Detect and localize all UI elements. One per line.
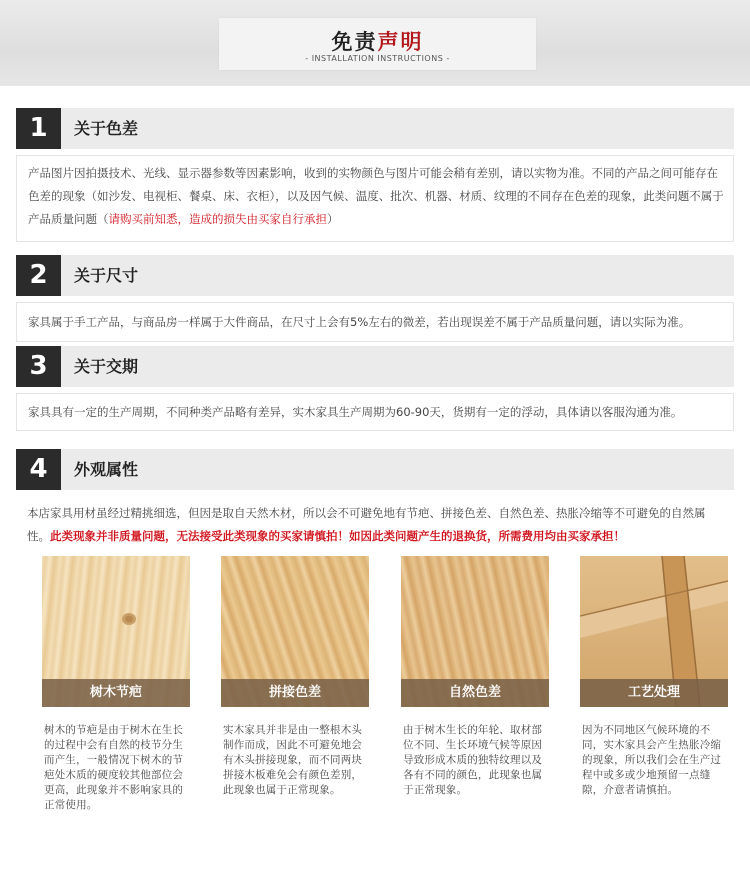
page-title [219,26,536,56]
card-description: 实木家具并非是由一整根木头制作而成，因此不可避免地会有木头拼接现象，而不同两块拼接木板难免会有颜色差别，此现象也属于正常现象。 [223,724,363,796]
card-description: 树木的节疤是由于树木在生长的过程中会有自然的枝节分生而产生，一般情况下树木的节疤处木质的硬度较其他部位会更高，此现象并不影响家具的正常使用。 [44,724,184,811]
section-warning-text: 请购买前知悉，造成的损失由买家自行承担 [108,212,327,226]
section-text-end: ） [327,212,339,226]
page-subtitle: - INSTALLATION INSTRUCTIONS - [305,54,450,63]
section-text [28,162,725,231]
header-banner [0,0,750,86]
section-text: 家具具有一定的生产周期，不同种类产品略有差异，实木家具生产周期为60-90天，货期有一定的浮动，具体请以客服沟通为准。 [28,405,683,419]
section-header [16,255,734,296]
section-header [16,108,734,149]
section-text: 家具属于手工产品，与商品房一样属于大件商品，在尺寸上会有5%左右的微差，若出现误差不属于产品质量问题，请以实际为准。 [28,315,691,329]
card-label: 树木节疤 [42,679,190,707]
section-title: 关于色差 [74,119,139,138]
section-number: 1 [16,108,61,149]
wood-splice-image [221,556,369,707]
section-header [16,449,734,490]
card-label: 拼接色差 [221,679,369,707]
section-header [16,346,734,387]
wood-natural-image [401,556,549,707]
section-number: 2 [16,255,61,296]
section-text-main: 产品图片因拍摄技术、光线、显示器参数等因素影响，收到的实物颜色与图片可能会稍有差别，请以实物为准。不同的产品之间可能存在色差的现象（如沙发、电视柜、餐桌、床、衣柜），以及因气候、温度、批次、机器、材质、纹理的不同存在色差的现象，此类问题不属于产品质量问题（ [28,166,724,226]
section-number: 3 [16,346,61,387]
card-description: 由于树木生长的年轮、取材部位不同、生长环境气候等原因导致形成木质的独特纹理以及各有不同的颜色，此现象也属于正常现象。 [403,724,543,796]
wood-knot-image [42,556,190,707]
section-title: 关于尺寸 [74,266,139,285]
wood-joint-image [580,556,728,707]
section-text [27,502,726,548]
card-label: 自然色差 [401,679,549,707]
title-black-part: 免责 [331,30,378,54]
section-body [16,302,734,342]
section-warning-text: 此类现象并非质量问题，无法接受此类现象的买家请慎拍！如因此类问题产生的退换货，所需费用均由买家承担！ [50,529,625,543]
card-label: 工艺处理 [580,679,728,707]
card-description: 因为不同地区气候环境的不同，实木家具会产生热胀冷缩的现象，所以我们会在生产过程中或多或少地预留一点缝隙，介意者请慎拍。 [582,724,722,796]
section-body [16,155,734,242]
section-body [16,393,734,431]
section-title: 外观属性 [74,460,139,479]
title-red-part: 声明 [377,30,424,54]
section-number: 4 [16,449,61,490]
section-title: 关于交期 [74,357,139,376]
header-title-box [219,18,536,70]
section-text-main: 本店家具用材虽经过精挑细选，但因是取自天然木材，所以会不可避免地有节疤、拼接色差、自然色差、热胀冷缩等不可避免的自然属性。 [27,506,706,543]
